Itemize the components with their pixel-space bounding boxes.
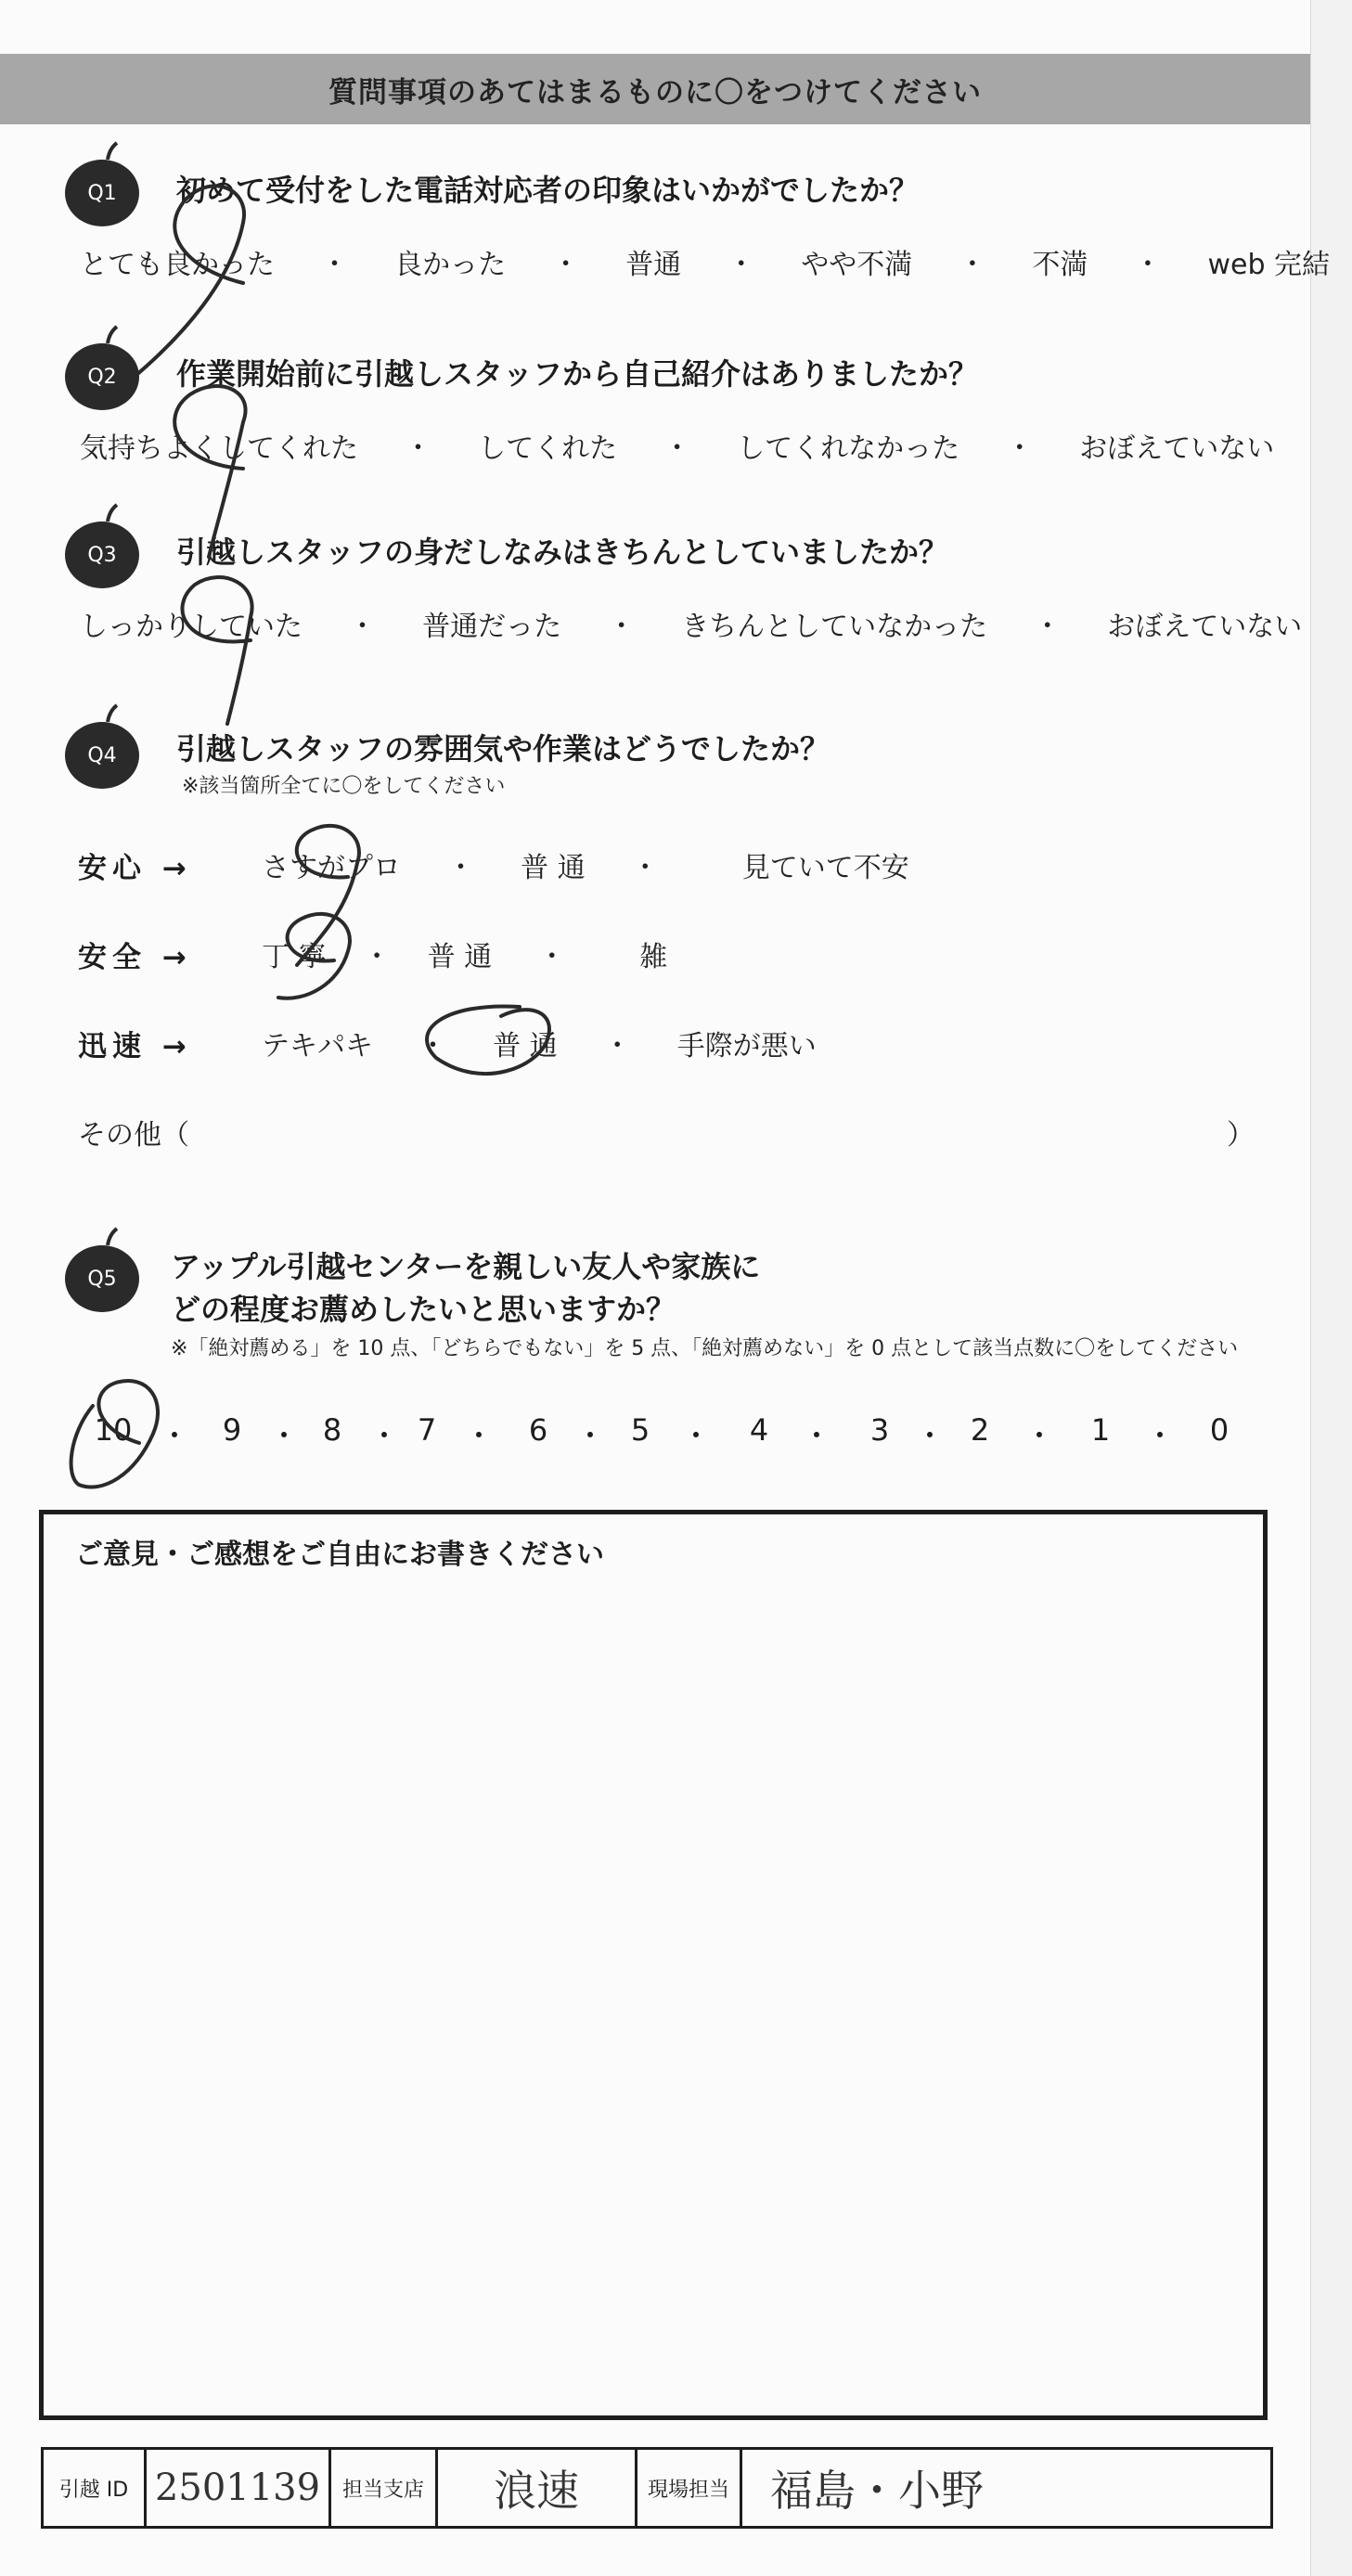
q3-option[interactable]: おぼえていない — [1107, 611, 1303, 643]
q4-option[interactable]: 手際が悪い — [676, 1030, 817, 1063]
q4-option[interactable]: 普 通 — [521, 852, 586, 884]
q1-option[interactable]: とても良かった — [80, 249, 275, 281]
q5-badge: Q5 — [65, 1245, 139, 1312]
q4-option[interactable]: 普 通 — [427, 941, 493, 973]
score-4[interactable]: 4 — [749, 1412, 769, 1448]
q3-circle-mark — [183, 577, 252, 724]
form-header: 質問事項のあてはまるものに〇をつけてください — [0, 54, 1310, 124]
q4-option[interactable]: さすがプロ — [262, 852, 401, 884]
q4-option[interactable]: 見ていて不安 — [741, 852, 909, 884]
q3-option[interactable]: 普通だった — [422, 611, 562, 643]
q4-row-label-anshin: 安心 → — [78, 852, 192, 885]
q1-option[interactable]: 良かった — [394, 249, 507, 281]
score-3[interactable]: 3 — [869, 1412, 890, 1448]
branch-value[interactable]: 浪速 — [438, 2450, 637, 2526]
staff-label: 現場担当 — [637, 2450, 742, 2526]
score-6[interactable]: 6 — [528, 1412, 548, 1448]
q4-other-field[interactable] — [223, 1112, 1225, 1149]
apple-leaf-icon — [104, 1227, 121, 1245]
q4-row-label-anzen: 安全 → — [78, 941, 192, 974]
q5-score-scale: 10 ・ 9 ・ 8 ・ 7 ・ 6 ・ 5 ・ 4 ・ 3 ・ 2 ・ 1 ・ 0 — [94, 1412, 1230, 1453]
comment-box[interactable] — [39, 1510, 1268, 2420]
q2-options: 気持ちよくしてくれた ・ してくれた ・ してくれなかった ・ おぼえていない — [80, 425, 1274, 466]
q4-option[interactable]: 雑 — [639, 941, 668, 973]
q4-note: ※該当箇所全てに〇をしてください — [182, 775, 506, 798]
apple-leaf-icon — [104, 141, 121, 160]
q5-question-line2: どの程度お薦めしたいと思いますか？ — [171, 1292, 676, 1327]
q2-badge: Q2 — [65, 343, 139, 410]
move-id-value[interactable]: 2501139 — [147, 2450, 331, 2526]
q3-option[interactable]: きちんとしていなかった — [681, 611, 988, 643]
move-id-label: 引越 ID — [44, 2450, 147, 2526]
score-8[interactable]: 8 — [322, 1412, 342, 1448]
q4-row-options-jinsoku: テキパキ ・ 普 通 ・ 手際が悪い — [262, 1023, 817, 1063]
q4-question: 引越しスタッフの雰囲気や作業はどうでしたか？ — [176, 731, 831, 766]
q2-option[interactable]: 気持ちよくしてくれた — [80, 432, 358, 465]
q1-option[interactable]: web 完結 — [1207, 249, 1331, 281]
q1-badge: Q1 — [65, 160, 139, 226]
score-10[interactable]: 10 — [94, 1412, 133, 1448]
apple-leaf-icon — [104, 703, 121, 722]
q1-option[interactable]: やや不満 — [801, 249, 913, 281]
q2-option[interactable]: してくれなかった — [737, 432, 960, 465]
page-edge — [1310, 0, 1352, 2576]
score-1[interactable]: 1 — [1090, 1412, 1111, 1448]
q4-row-options-anshin: さすがプロ ・ 普 通 ・ 見ていて不安 — [262, 844, 909, 885]
comment-title: ご意見・ご感想をご自由にお書きください — [75, 1539, 604, 1571]
q4-badge: Q4 — [65, 722, 139, 789]
q3-question: 引越しスタッフの身だしなみはきちんとしていましたか？ — [176, 535, 949, 570]
q4-option[interactable]: テキパキ — [262, 1030, 373, 1063]
q4-option[interactable]: 普 通 — [493, 1030, 558, 1063]
apple-leaf-icon — [104, 325, 121, 343]
q4-row-label-jinsoku: 迅速 → — [78, 1030, 192, 1063]
footer-table — [41, 2447, 1273, 2529]
q2-question: 作業開始前に引越しスタッフから自己紹介はありましたか？ — [176, 356, 979, 392]
q1-options: とても良かった ・ 良かった ・ 普通 ・ やや不満 ・ 不満 ・ web 完結 — [80, 241, 1330, 282]
q4-other-close: ） — [1227, 1119, 1255, 1152]
q3-option[interactable]: しっかりしていた — [80, 611, 303, 643]
q5-question-line1: アップル引越センターを親しい友人や家族に — [171, 1249, 761, 1284]
q1-option[interactable]: 普通 — [625, 249, 682, 281]
q2-option[interactable]: おぼえていない — [1079, 432, 1275, 465]
q1-question: 初めて受付をした電話対応者の印象はいかがでしたか？ — [176, 173, 920, 208]
q3-options: しっかりしていた ・ 普通だった ・ きちんとしていなかった ・ おぼえていない — [80, 603, 1302, 644]
score-0[interactable]: 0 — [1209, 1412, 1230, 1448]
branch-label: 担当支店 — [331, 2450, 438, 2526]
score-7[interactable]: 7 — [417, 1412, 437, 1448]
staff-value[interactable]: 福島・小野 — [770, 2466, 984, 2516]
q4-row-options-anzen: 丁 寧 ・ 普 通 ・ 雑 — [262, 934, 667, 974]
q4-option[interactable]: 丁 寧 — [262, 941, 327, 973]
apple-leaf-icon — [104, 503, 121, 522]
score-9[interactable]: 9 — [222, 1412, 242, 1448]
q1-option[interactable]: 不満 — [1032, 249, 1088, 281]
q3-badge: Q3 — [65, 522, 139, 588]
q2-option[interactable]: してくれた — [478, 432, 618, 465]
score-5[interactable]: 5 — [630, 1412, 650, 1448]
q4-other-label: その他（ — [78, 1119, 189, 1152]
q5-note: ※「絶対薦める」を 10 点、「どちらでもない」を 5 点、「絶対薦めない」を 0 点として該当点数に〇をしてください — [171, 1337, 1239, 1360]
score-2[interactable]: 2 — [970, 1412, 990, 1448]
